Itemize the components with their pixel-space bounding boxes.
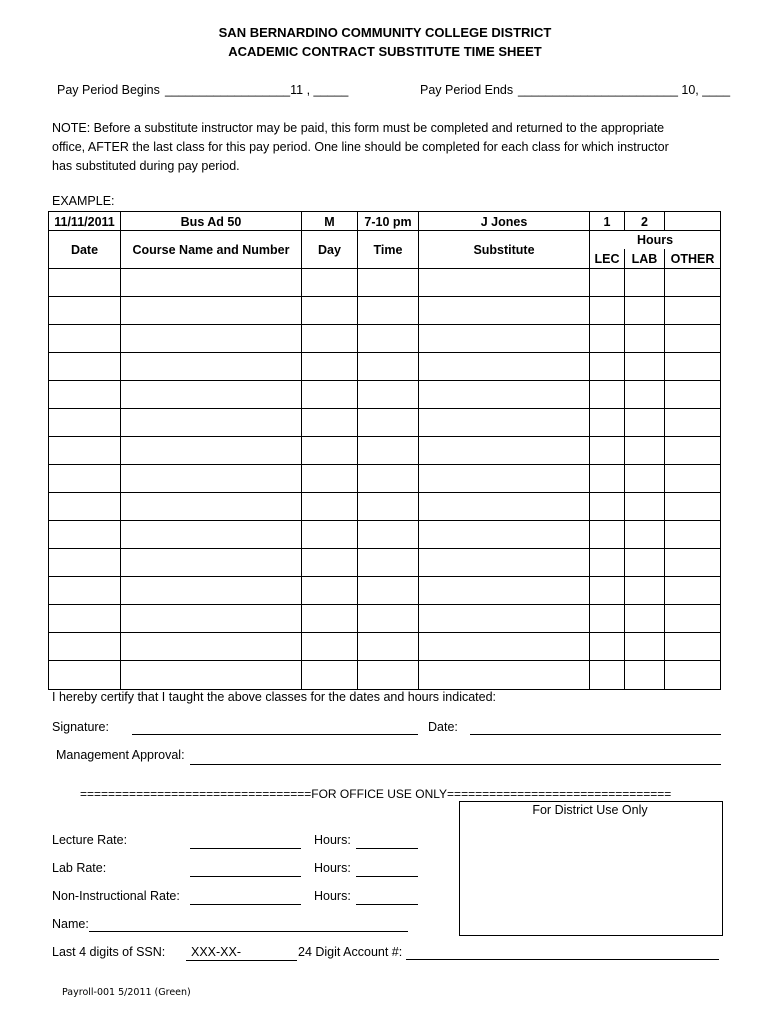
ssn-label: Last 4 digits of SSN: [52,945,166,959]
example-day: M [324,214,335,229]
header-lec: LEC [594,251,620,266]
date-line[interactable] [470,734,721,735]
lecture-hours-line[interactable] [356,848,418,849]
header-lab: LAB [631,251,658,266]
management-approval-line[interactable] [190,764,721,765]
lecture-hours-label: Hours: [314,833,351,847]
noninstructional-rate-label: Non-Instructional Rate: [52,889,180,903]
date-label: Date: [428,720,458,734]
lab-hours-label: Hours: [314,861,351,875]
office-use-divider: =================================FOR OFFICE USE ONLY================================ [80,787,672,801]
lab-hours-line[interactable] [356,876,418,877]
example-time: 7-10 pm [364,214,412,229]
noninstructional-hours-label: Hours: [314,889,351,903]
pay-period-begins-label: Pay Period Begins [57,83,160,97]
signature-label: Signature: [52,720,109,734]
note-line-3: has substituted during pay period. [52,159,240,173]
header-hours: Hours [636,233,674,247]
name-label: Name: [52,917,89,931]
lecture-rate-line[interactable] [190,848,301,849]
header-date: Date [70,242,99,257]
header-time: Time [373,242,403,257]
example-other [665,212,720,231]
note-line-2: office, AFTER the last class for this pay period. One line should be completed for each class for which instructor [52,140,669,154]
form-title-line1: SAN BERNARDINO COMMUNITY COLLEGE DISTRICT [218,25,552,40]
account-number-line[interactable] [406,959,719,960]
lab-rate-label: Lab Rate: [52,861,107,875]
header-substitute: Substitute [473,242,535,257]
certification-statement: I hereby certify that I taught the above classes for the dates and hours indicated: [52,690,497,704]
form-footer-code: Payroll-001 5/2011 (Green) [62,987,191,998]
header-other: OTHER [670,251,715,266]
form-title-line2: ACADEMIC CONTRACT SUBSTITUTE TIME SHEET [228,44,542,59]
example-course: Bus Ad 50 [180,214,242,229]
management-approval-label: Management Approval: [56,748,185,762]
example-substitute: J Jones [480,214,528,229]
pay-period-ends-field[interactable]: _______________________ 10, ____ [518,83,731,97]
note-line-1: NOTE: Before a substitute instructor may be paid, this form must be completed and returned to the appropriate [52,121,665,135]
pay-period-ends-label: Pay Period Ends [420,83,514,97]
noninstructional-hours-line[interactable] [356,904,418,905]
lab-rate-line[interactable] [190,876,301,877]
account-number-label: 24 Digit Account #: [298,945,403,959]
district-use-label: For District Use Only [532,803,648,817]
example-lec: 1 [603,214,611,229]
ssn-line[interactable] [186,960,297,961]
district-use-box [459,801,723,936]
ssn-value: XXX-XX- [191,945,242,959]
signature-line[interactable] [132,734,418,735]
header-day: Day [318,242,341,257]
pay-period-begins-field[interactable]: __________________11 , _____ [165,83,349,97]
lecture-rate-label: Lecture Rate: [52,833,128,847]
header-course: Course Name and Number [132,242,290,257]
example-label: EXAMPLE: [52,194,115,208]
example-lab: 2 [641,214,648,229]
noninstructional-rate-line[interactable] [190,904,301,905]
name-line[interactable] [89,931,408,932]
example-date: 11/11/2011 [54,214,115,229]
